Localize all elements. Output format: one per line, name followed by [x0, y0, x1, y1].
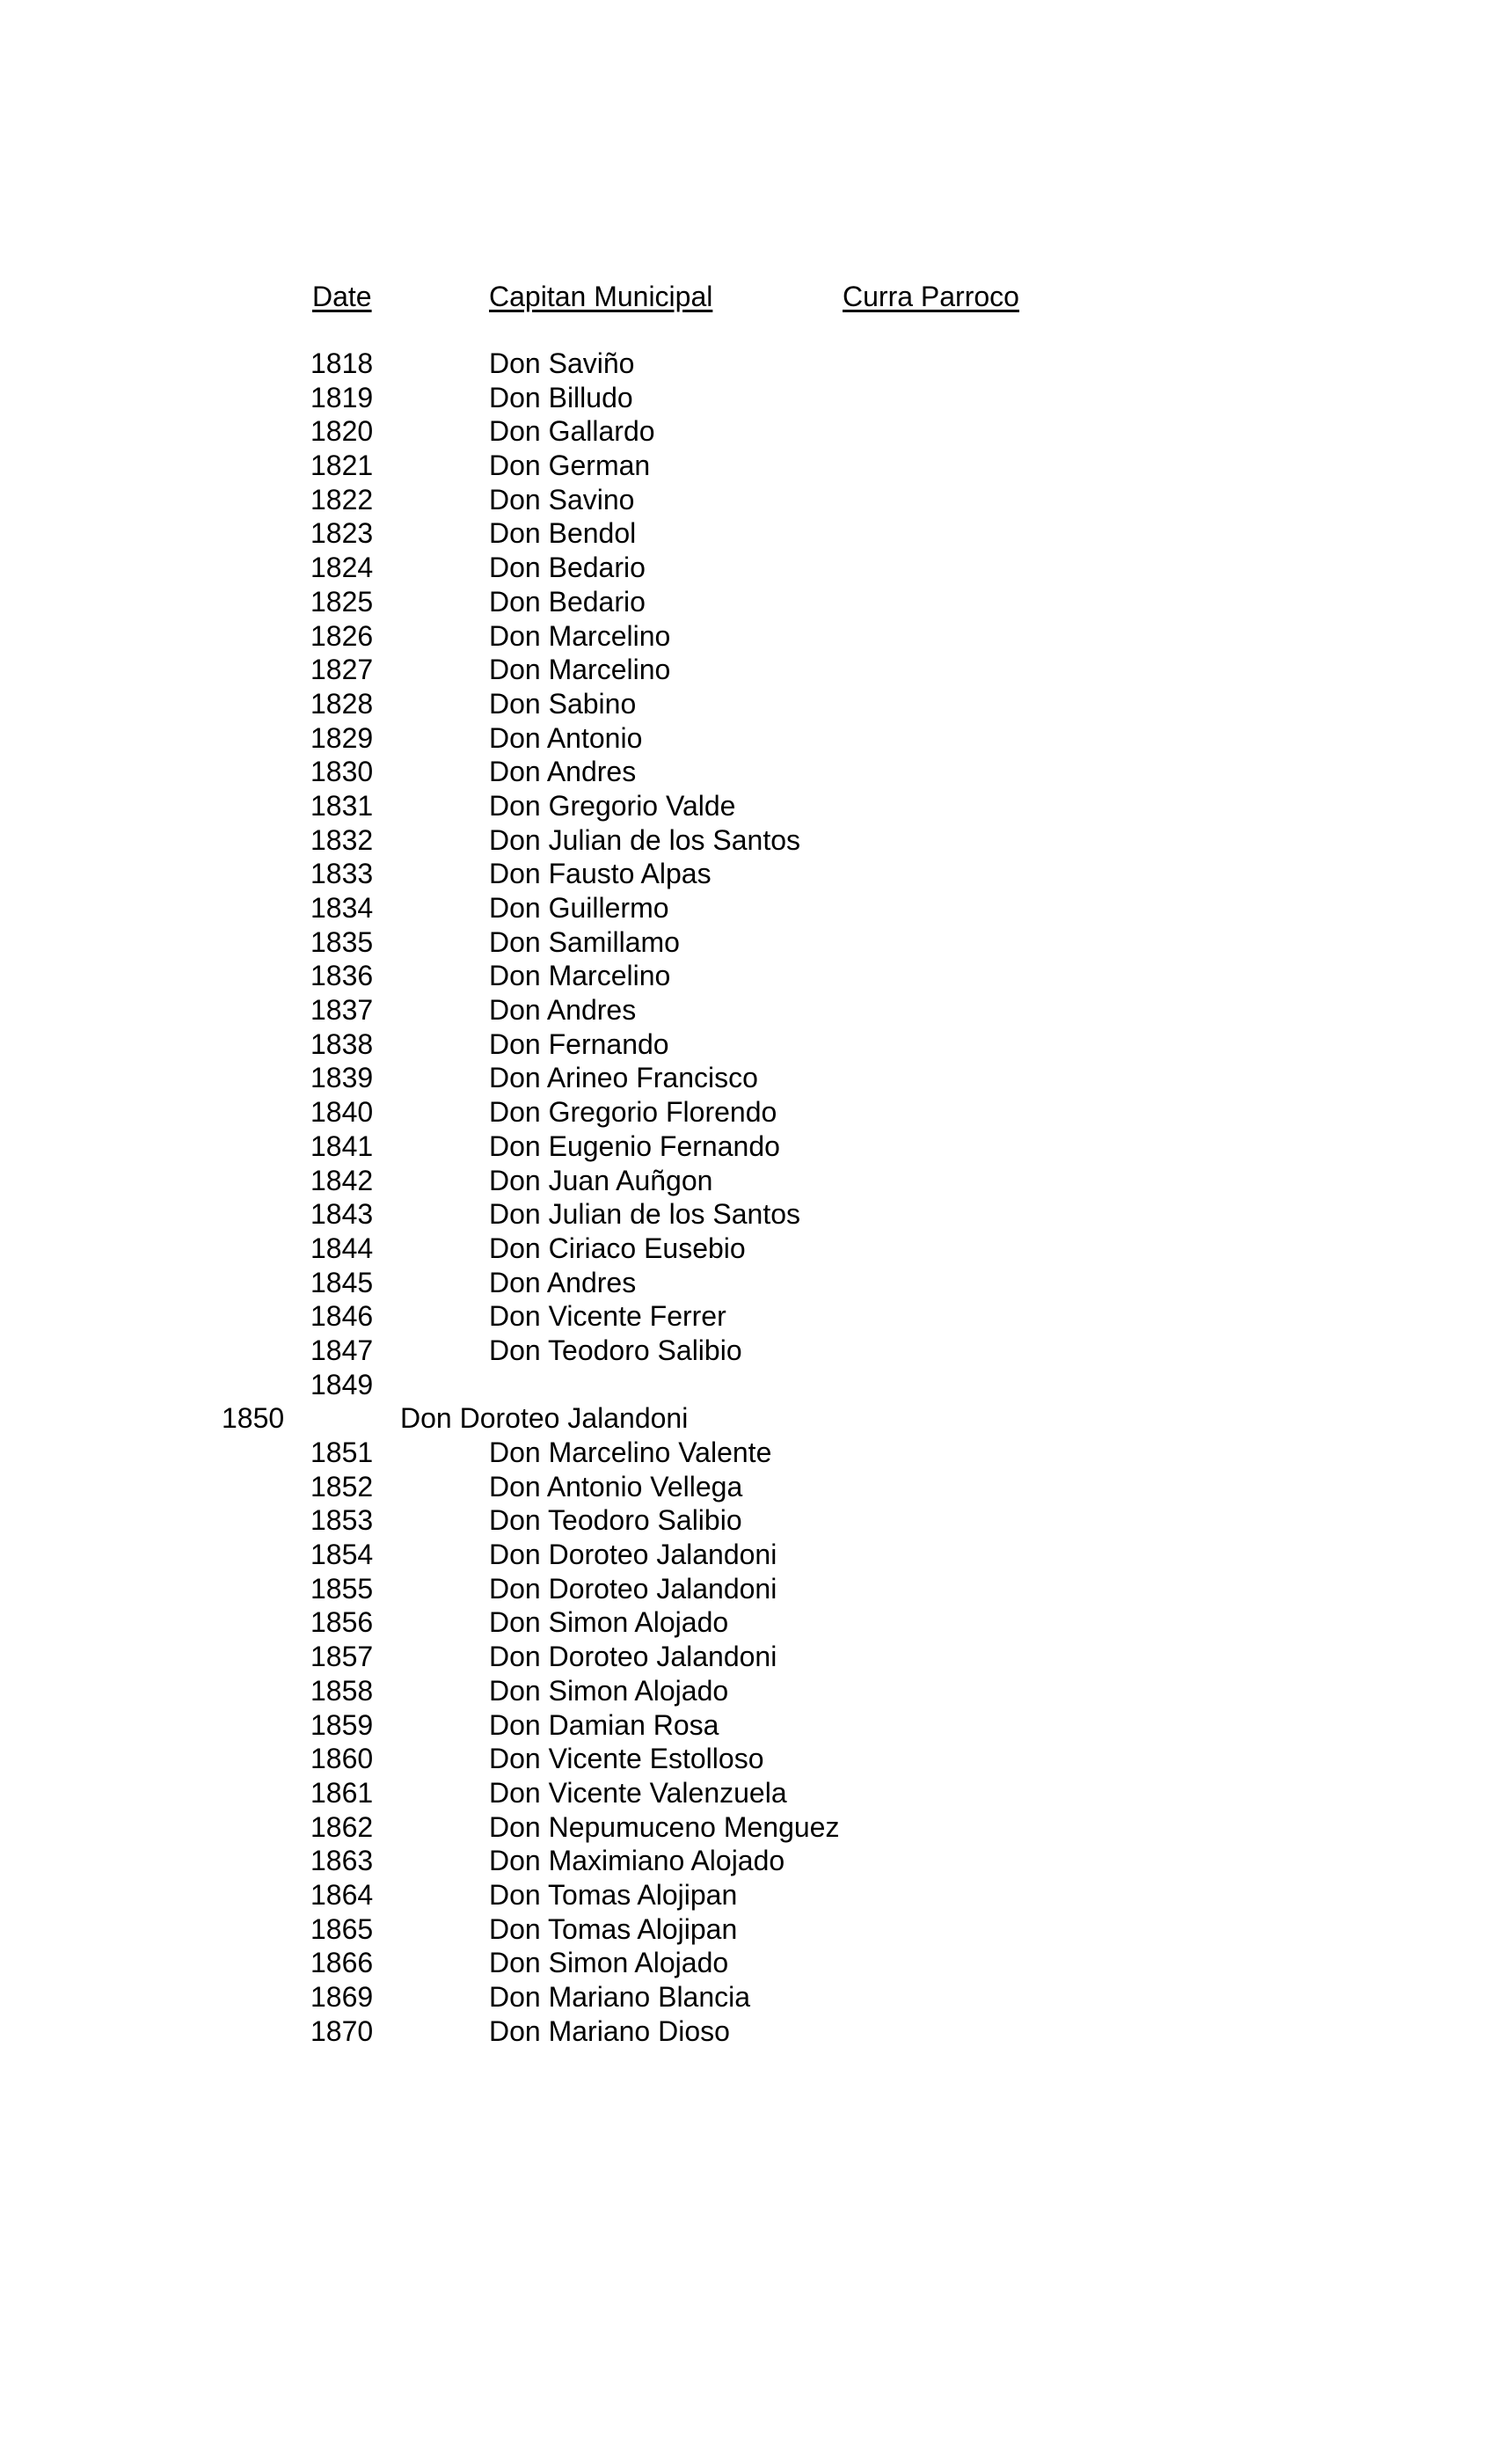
row-year: 1847 [310, 1334, 374, 1366]
row-capitan-name: Don Andres [489, 994, 637, 1027]
row-year: 1854 [310, 1539, 374, 1571]
list-row [0, 1095, 1496, 1130]
row-year: 1825 [310, 585, 374, 618]
row-capitan-name: Don Vicente Ferrer [489, 1300, 726, 1333]
list-row [0, 755, 1496, 789]
row-capitan-name: Don Tomas Alojipan [489, 1912, 738, 1945]
list-row [0, 721, 1496, 756]
row-year: 1842 [310, 1164, 374, 1196]
row-year: 1826 [310, 619, 374, 652]
list-row [0, 1470, 1496, 1504]
row-capitan-name: Don Simon Alojado [489, 1947, 729, 1979]
list-row [0, 1844, 1496, 1878]
row-capitan-name: Don Juan Auñgon [489, 1164, 713, 1196]
row-capitan-name: Don Saviño [489, 347, 635, 379]
row-capitan-name: Don Vicente Estolloso [489, 1743, 764, 1775]
row-capitan-name: Don Nepumuceno Menguez [489, 1810, 840, 1843]
list-row [0, 1742, 1496, 1776]
list-row [0, 585, 1496, 619]
list-row [0, 1232, 1496, 1266]
row-year: 1823 [310, 517, 374, 550]
list-row [0, 993, 1496, 1027]
row-capitan-name: Don Antonio Vellega [489, 1470, 743, 1503]
list-row [0, 789, 1496, 823]
row-capitan-name: Don Damian Rosa [489, 1708, 719, 1741]
list-row [0, 1299, 1496, 1334]
row-capitan-name: Don Vicente Valenzuela [489, 1776, 787, 1809]
row-capitan-name: Don Bedario [489, 552, 646, 584]
list-row [0, 551, 1496, 585]
row-capitan-name: Don Julian de los Santos [489, 823, 800, 856]
row-capitan-name: Don Doroteo Jalandoni [489, 1539, 777, 1571]
list-row [0, 414, 1496, 449]
row-capitan-name: Don Teodoro Salibio [489, 1334, 742, 1366]
row-year: 1858 [310, 1674, 374, 1707]
list-row [0, 857, 1496, 891]
row-year: 1846 [310, 1300, 374, 1333]
row-capitan-name: Don Fausto Alpas [489, 858, 712, 890]
row-capitan-name: Don Doroteo Jalandoni [489, 1641, 777, 1673]
row-capitan-name: Don Antonio [489, 721, 643, 754]
row-capitan-name: Don Gregorio Valde [489, 789, 736, 822]
row-year: 1843 [310, 1198, 374, 1231]
list-row [0, 1538, 1496, 1572]
row-year: 1849 [310, 1368, 374, 1400]
row-capitan-name: Don Ciriaco Eusebio [489, 1232, 746, 1264]
row-capitan-name: Don Savino [489, 483, 635, 515]
row-year: 1828 [310, 687, 374, 720]
list-row [0, 1401, 1496, 1436]
row-year: 1830 [310, 756, 374, 788]
row-year: 1869 [310, 1981, 374, 2013]
row-capitan-name: Don Gallardo [489, 415, 655, 448]
row-year: 1824 [310, 552, 374, 584]
list-row [0, 1708, 1496, 1743]
row-capitan-name: Don Andres [489, 1266, 637, 1298]
list-row [0, 2014, 1496, 2049]
row-capitan-name: Don Mariano Blancia [489, 1981, 751, 2013]
row-capitan-name: Don Fernando [489, 1027, 669, 1060]
row-year: 1835 [310, 925, 374, 958]
row-year: 1838 [310, 1027, 374, 1060]
column-header-capitan-municipal: Capitan Municipal [489, 281, 713, 312]
row-year: 1859 [310, 1708, 374, 1741]
list-row [0, 1946, 1496, 1980]
row-capitan-name: Don Arineo Francisco [489, 1062, 758, 1094]
row-year: 1831 [310, 789, 374, 822]
list-row [0, 1640, 1496, 1674]
row-year: 1866 [310, 1947, 374, 1979]
list-row [0, 891, 1496, 925]
row-capitan-name: Don Billudo [489, 381, 633, 413]
list-row [0, 1061, 1496, 1095]
row-capitan-name: Don Gregorio Florendo [489, 1096, 777, 1129]
row-year: 1829 [310, 721, 374, 754]
list-row [0, 619, 1496, 654]
row-year: 1836 [310, 960, 374, 992]
row-year: 1862 [310, 1810, 374, 1843]
row-capitan-name: Don German [489, 450, 651, 482]
list-row [0, 381, 1496, 415]
list-row [0, 449, 1496, 483]
list-row [0, 516, 1496, 551]
row-year: 1844 [310, 1232, 374, 1264]
row-year: 1820 [310, 415, 374, 448]
row-year: 1851 [310, 1437, 374, 1468]
row-year: 1837 [310, 994, 374, 1027]
list-row [0, 653, 1496, 687]
list-row [0, 1878, 1496, 1912]
row-year: 1852 [310, 1470, 374, 1503]
row-year: 1818 [310, 347, 374, 379]
row-capitan-name: Don Mariano Dioso [489, 2014, 730, 2047]
row-year: 1855 [310, 1572, 374, 1605]
list-row [0, 1810, 1496, 1845]
row-capitan-name: Don Samillamo [489, 925, 680, 958]
list-row [0, 959, 1496, 993]
list-row [0, 1674, 1496, 1708]
list-row [0, 1436, 1496, 1470]
list-row [0, 1334, 1496, 1368]
row-capitan-name: Don Marcelino [489, 960, 671, 992]
row-capitan-name: Don Guillermo [489, 892, 669, 924]
column-header-curra-parroco: Curra Parroco [843, 281, 1019, 312]
list-row [0, 925, 1496, 960]
row-year: 1845 [310, 1266, 374, 1298]
row-year: 1832 [310, 823, 374, 856]
row-year: 1839 [310, 1062, 374, 1094]
row-year: 1865 [310, 1912, 374, 1945]
list-row [0, 687, 1496, 721]
row-year: 1821 [310, 450, 374, 482]
row-year: 1870 [310, 2014, 374, 2047]
row-year: 1827 [310, 654, 374, 686]
list-row [0, 1266, 1496, 1300]
list-row [0, 1197, 1496, 1232]
list-row [0, 1605, 1496, 1640]
row-year: 1861 [310, 1776, 374, 1809]
row-year: 1833 [310, 858, 374, 890]
row-capitan-name: Don Eugenio Fernando [489, 1130, 780, 1162]
row-capitan-name: Don Doroteo Jalandoni [400, 1402, 689, 1435]
row-year: 1860 [310, 1743, 374, 1775]
row-year: 1840 [310, 1096, 374, 1129]
row-year: 1856 [310, 1606, 374, 1639]
column-header-date: Date [312, 281, 372, 312]
list-row [0, 1368, 1496, 1402]
list-row [0, 347, 1496, 381]
row-capitan-name: Don Bendol [489, 517, 637, 550]
row-year: 1819 [310, 381, 374, 413]
row-capitan-name: Don Maximiano Alojado [489, 1845, 785, 1877]
row-year: 1857 [310, 1641, 374, 1673]
list-row [0, 1980, 1496, 2014]
row-capitan-name: Don Doroteo Jalandoni [489, 1572, 777, 1605]
list-row [0, 1130, 1496, 1164]
row-capitan-name: Don Marcelino [489, 654, 671, 686]
row-capitan-name: Don Bedario [489, 585, 646, 618]
row-capitan-name: Don Tomas Alojipan [489, 1878, 738, 1911]
row-year: 1822 [310, 483, 374, 515]
list-row [0, 1912, 1496, 1947]
row-capitan-name: Don Simon Alojado [489, 1606, 729, 1639]
list-row [0, 1776, 1496, 1810]
list-row [0, 1572, 1496, 1606]
row-capitan-name: Don Andres [489, 756, 637, 788]
row-year: 1853 [310, 1504, 374, 1537]
list-row [0, 823, 1496, 858]
row-year: 1863 [310, 1845, 374, 1877]
row-year: 1834 [310, 892, 374, 924]
row-year: 1841 [310, 1130, 374, 1162]
row-capitan-name: Don Marcelino [489, 619, 671, 652]
row-capitan-name: Don Sabino [489, 687, 637, 720]
list-row [0, 1164, 1496, 1198]
list-row [0, 1027, 1496, 1062]
list-row [0, 1503, 1496, 1538]
row-capitan-name: Don Julian de los Santos [489, 1198, 800, 1231]
row-capitan-name: Don Teodoro Salibio [489, 1504, 742, 1537]
row-capitan-name: Don Simon Alojado [489, 1674, 729, 1707]
row-year: 1864 [310, 1878, 374, 1911]
list-row [0, 483, 1496, 517]
officials-list [0, 347, 1496, 2048]
row-year: 1850 [222, 1402, 285, 1435]
row-capitan-name: Don Marcelino Valente [489, 1437, 772, 1468]
